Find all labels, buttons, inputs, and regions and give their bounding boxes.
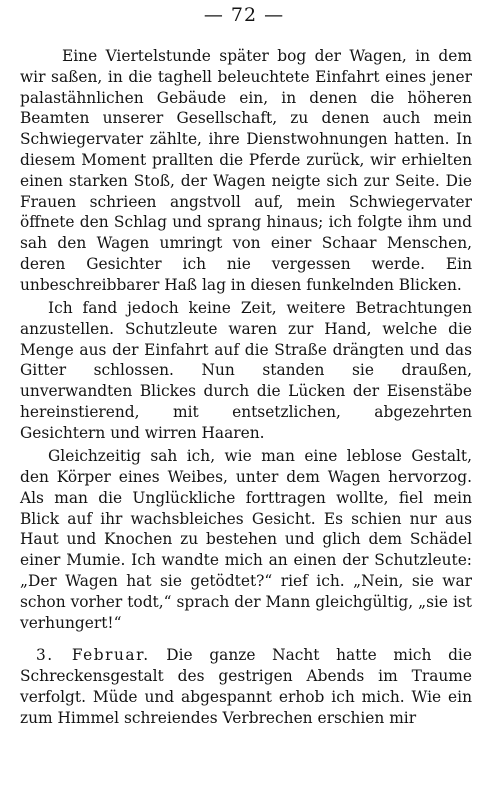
paragraph-police-crowd: Ich fand jedoch keine Zeit, weitere Betrachtungen anzustellen. Schutzleute waren zur Hand, welche die Menge aus der Einfahrt auf die Straße drängten und das Gitter schlossen. Nun standen sie draußen, unverwandten Blickes durch die Lücken der Eisenstäbe hereinstierend, mit entsetzlichen, abgezehrten Gesichtern und wirren Haaren. — [20, 299, 472, 442]
page-number: — 72 — — [203, 4, 285, 26]
diary-entry-text: Die ganze Nacht hatte mich die Schreckensgestalt des gestrigen Abends im Traume verfolgt. Müde und abgespannt erhob ich mich. Wie ein zum Himmel schreiendes Verbrechen erschien mir — [20, 646, 472, 727]
paragraph-carriage-arrival: Eine Viertelstunde später bog der Wagen, in dem wir saßen, in die taghell beleuchtete Einfahrt eines jener palastähnlichen Gebäude ein, in denen die höheren Beamten unserer Gesellschaft, zu denen auch mein Schwiegervater zählte, ihre Dienstwohnungen hatten. In diesem Moment prallten die Pferde zurück, wir erhielten einen starken Stoß, der Wagen neigte sich zur Seite. Die Frauen schrieen angstvoll auf, mein Schwiegervater öffnete den Schlag und sprang hinaus; ich folgte ihm und sah den Wagen umringt von einer Schaar Menschen, deren Gesichter ich nie vergessen werde. Ein unbeschreibbarer Haß lag in diesen funkelnden Blicken. — [20, 47, 472, 294]
diary-entry-date: 3. Februar. — [36, 646, 150, 665]
page-body — [20, 46, 472, 731]
diary-entry — [20, 645, 472, 728]
paragraph-dead-woman: Gleichzeitig sah ich, wie man eine leblose Gestalt, den Körper eines Weibes, unter dem Wagen hervorzog. Als man die Unglückliche forttragen wollte, fiel mein Blick auf ihr wachsbleiches Gesicht. Es schien nur aus Haut und Knochen zu bestehen und glich dem Schädel einer Mumie. Ich wandte mich an einen der Schutzleute: „Der Wagen hat sie getödtet?“ rief ich. „Nein, sie war schon vorher todt,“ sprach der Mann gleichgültig, „sie ist verhungert!“ — [20, 447, 472, 632]
